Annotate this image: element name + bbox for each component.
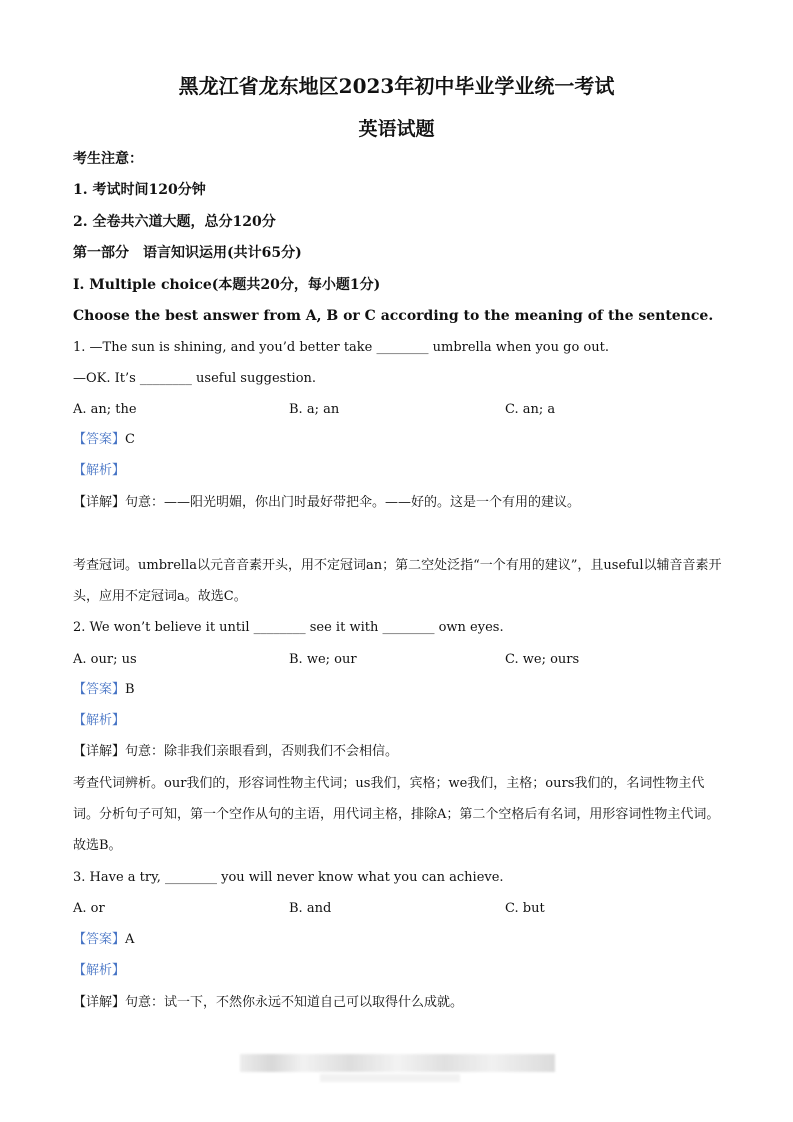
question-3-option-c: C. but	[505, 901, 545, 916]
answer-label: 【答案】	[73, 682, 126, 697]
question-3-line-1: 3. Have a try, ________ you will never know what you can achieve.	[73, 870, 504, 885]
section-instruction: Choose the best answer from A, B or C according to the meaning of the sentence.	[73, 308, 714, 324]
question-1-detail: 【详解】句意：——阳光明媚，你出门时最好带把伞。——好的。这是一个有用的建议。	[73, 495, 581, 510]
question-1-analysis-label: 【解析】	[73, 463, 126, 478]
question-3-detail: 【详解】句意：试一下，不然你永远不知道自己可以取得什么成就。	[73, 995, 464, 1010]
question-1-line-2: —OK. It’s ________ useful suggestion.	[73, 371, 317, 386]
question-2-detail: 【详解】句意：除非我们亲眼看到，否则我们不会相信。	[73, 744, 399, 759]
answer-label: 【答案】	[73, 932, 126, 947]
answer-label: 【答案】	[73, 432, 126, 447]
question-3-analysis-label: 【解析】	[73, 963, 126, 978]
question-1-answer	[73, 432, 135, 448]
question-2-option-c: C. we; ours	[505, 652, 580, 667]
blurred-footer-watermark	[240, 1054, 555, 1072]
exam-title: 黑龙江省龙东地区2023年初中毕业学业统一考试	[178, 74, 615, 98]
note-item: 2. 全卷共六道大题，总分120分	[73, 214, 276, 230]
question-1-option-b: B. a; an	[289, 402, 340, 417]
question-2-option-b: B. we; our	[289, 652, 357, 667]
question-1-option-c: C. an; a	[505, 402, 556, 417]
question-3-option-a: A. or	[73, 901, 105, 916]
question-1-option-a: A. an; the	[73, 402, 137, 417]
answer-value: C	[125, 432, 135, 447]
note-item: 1. 考试时间120分钟	[73, 182, 206, 198]
part-title: 第一部分 语言知识运用(共计65分)	[73, 245, 302, 261]
notes-heading: 考生注意：	[73, 151, 143, 167]
question-2-answer	[73, 682, 135, 698]
question-3-answer	[73, 932, 134, 948]
question-3-option-b: B. and	[289, 901, 332, 916]
question-2-option-a: A. our; us	[73, 652, 137, 667]
question-1-line-1: 1. —The sun is shining, and you’d better take ________ umbrella when you go out.	[73, 340, 609, 355]
section-title: Ⅰ. Multiple choice(本题共20分，每小题1分)	[73, 277, 381, 293]
exam-subtitle: 英语试题	[358, 118, 435, 140]
question-2-analysis-label: 【解析】	[73, 713, 126, 728]
question-2-line-1: 2. We won’t believe it until ________ see it with ________ own eyes.	[73, 620, 504, 635]
answer-value: B	[125, 682, 135, 697]
question-2-explanation: 考查代词辨析。our我们的，形容词性物主代词；us我们，宾格；we我们，主格；ours我们的，名词性物主代词。分析句子可知，第一个空作从句的主语，用代词主格，排除A；第二个空格后有名词，用形容词性物主代词。故选B。	[73, 776, 720, 853]
blurred-footer-watermark	[320, 1074, 460, 1082]
answer-value: A	[125, 932, 135, 947]
question-1-explanation: 考查冠词。umbrella以元音音素开头，用不定冠词an；第二空处泛指“一个有用的建议”，且useful以辅音音素开头，应用不定冠词a。故选C。	[73, 558, 722, 604]
